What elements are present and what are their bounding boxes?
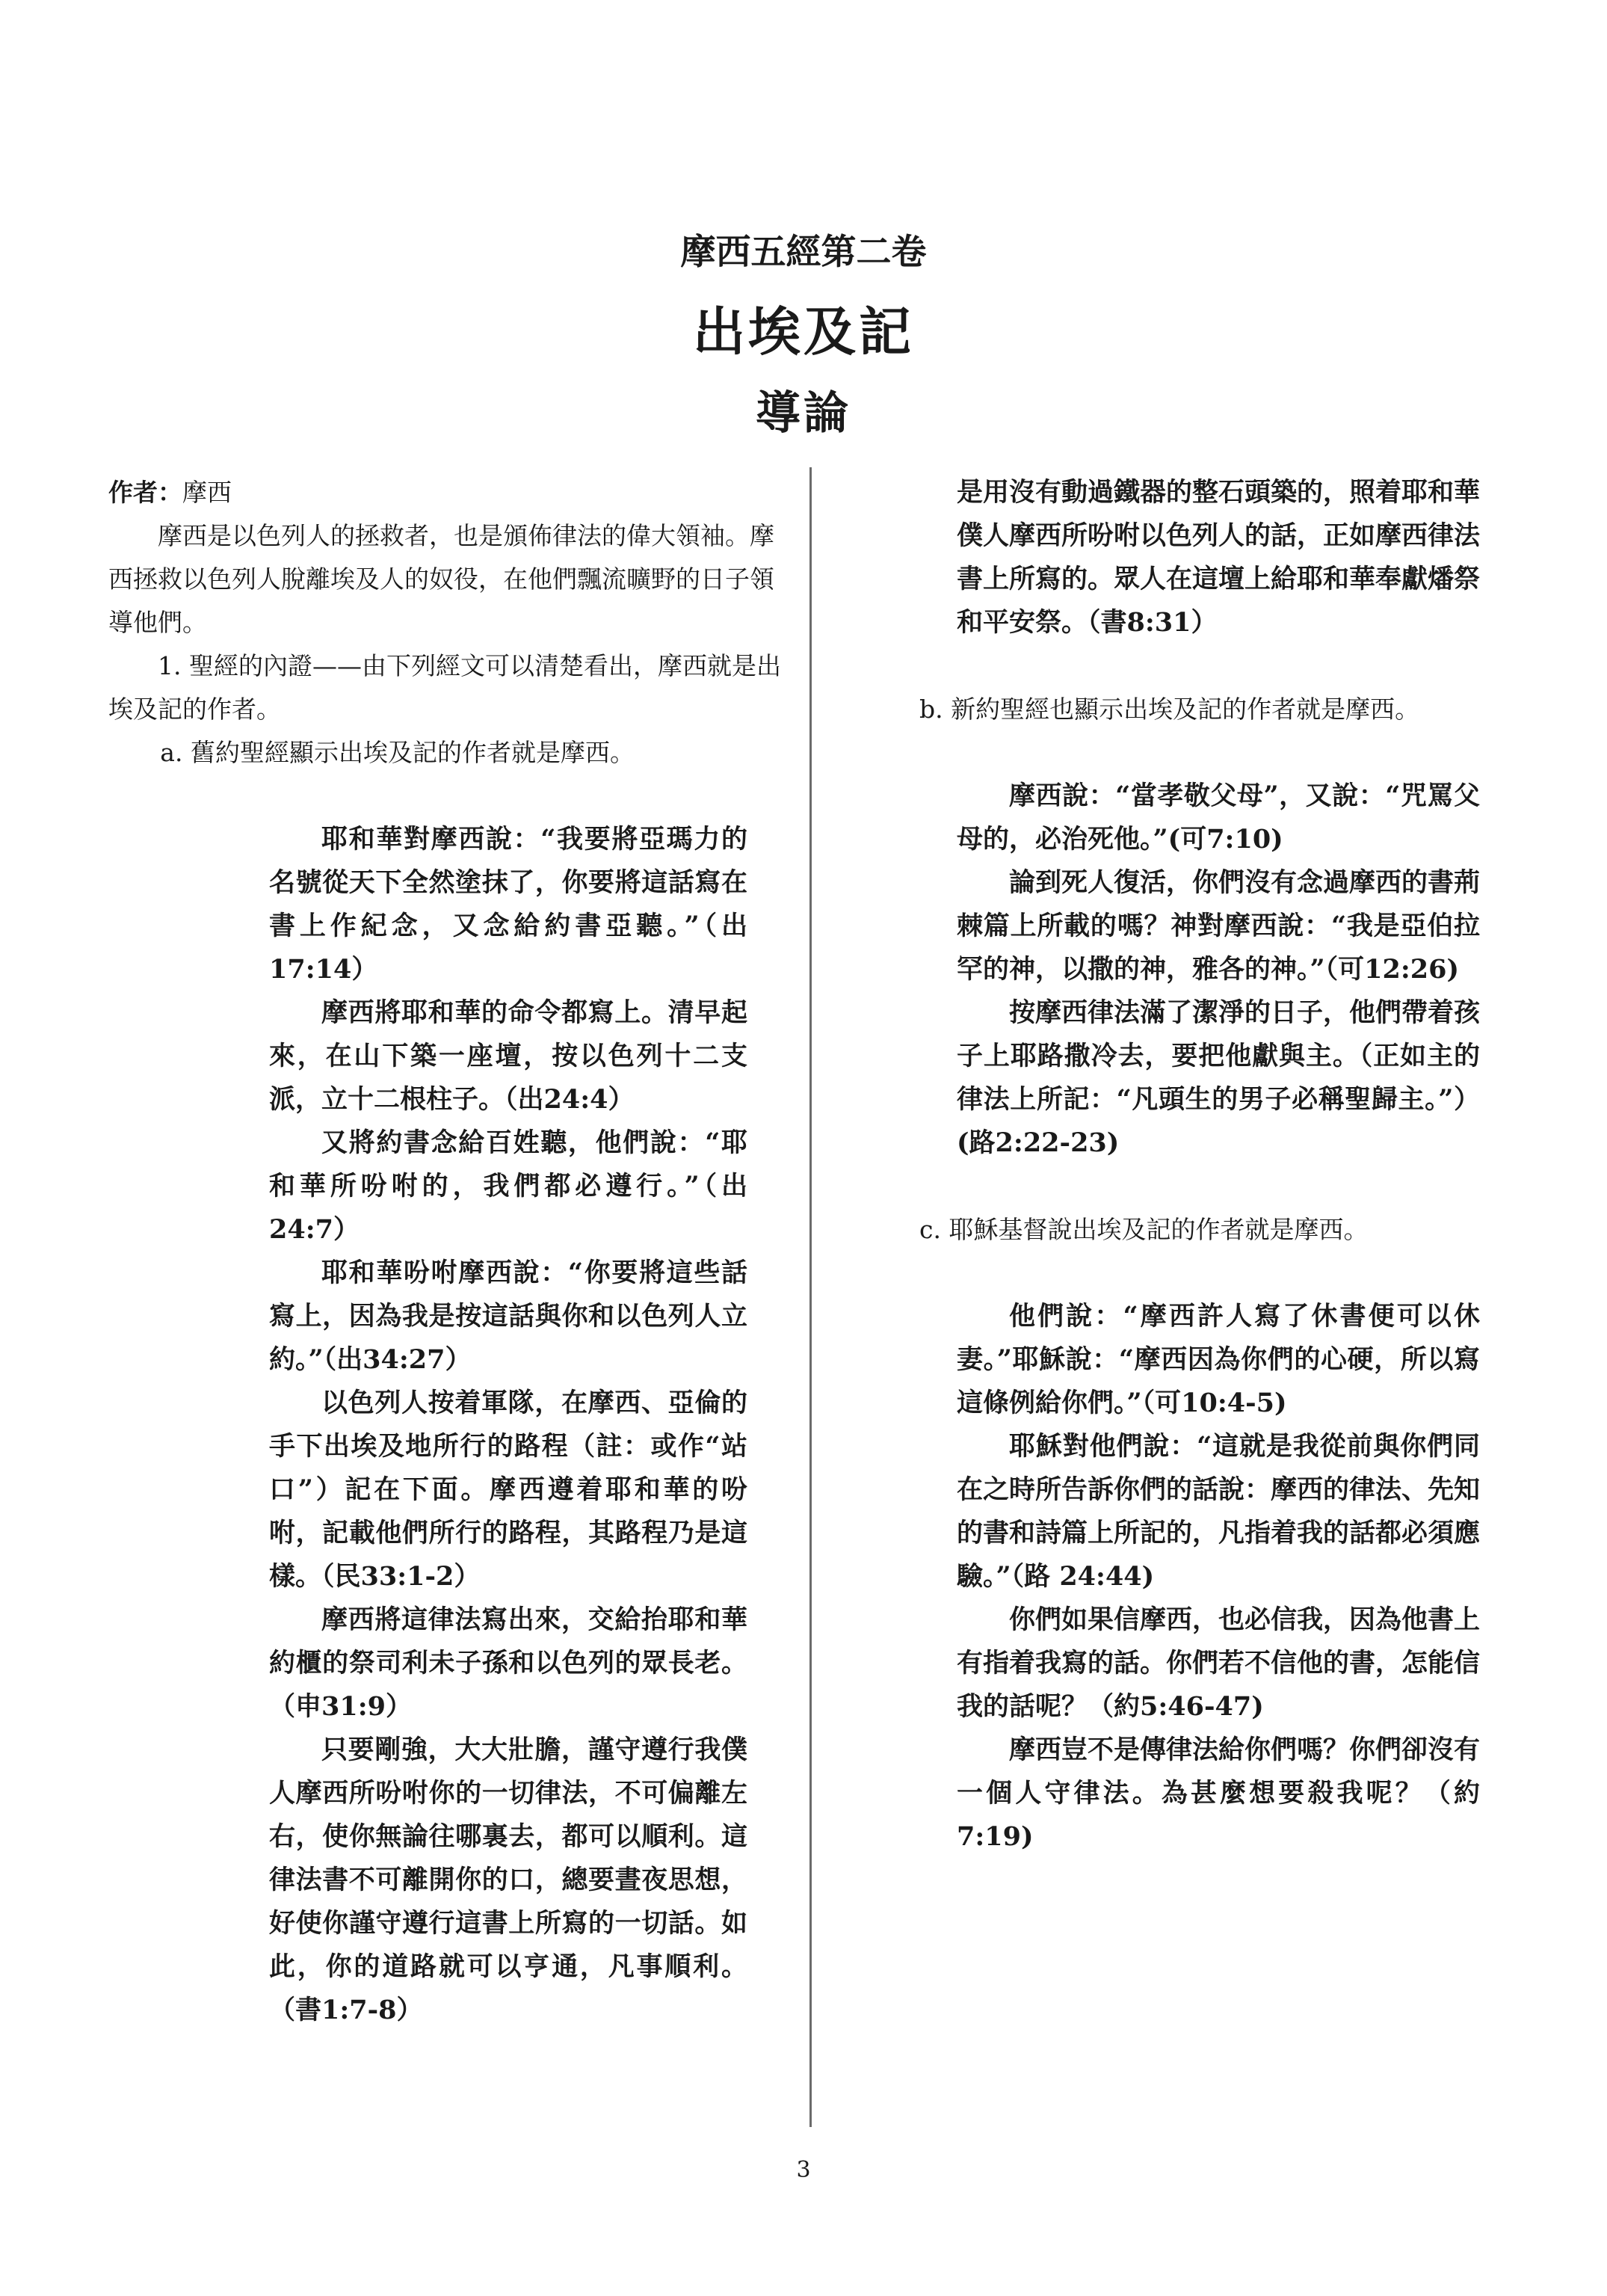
- sub-point-a: a. 舊約聖經顯示出埃及記的作者就是摩西。: [160, 738, 635, 767]
- intro-paragraph: 摩西是以色列人的拯救者，也是頒佈律法的偉大領袖。摩西拯救以色列人脫離埃及人的奴役，在他們飄流曠野的日子領導他們。: [108, 521, 774, 637]
- left-column: [108, 471, 787, 2032]
- point-1: 1. 聖經的內證——由下列經文可以清楚看出，摩西就是出埃及記的作者。: [108, 651, 781, 724]
- sub-point-b: b. 新約聖經也顯示出埃及記的作者就是摩西。: [919, 695, 1420, 724]
- quote-paragraph: 論到死人復活，你們沒有念過摩西的書荊棘篇上所載的嗎？神對摩西說：“我是亞伯拉罕的神，以撒的神，雅各的神。”（可12:26): [957, 867, 1481, 985]
- quote-paragraph: 他們說：“摩西許人寫了休書便可以休妻。”耶穌說：“摩西因為你們的心硬，所以寫這條例給你們。”（可10:4-5): [957, 1301, 1480, 1418]
- column-divider: [809, 467, 812, 2127]
- quotes-old-testament: [269, 818, 747, 2032]
- book-title: 出埃及記: [693, 301, 914, 363]
- spacer: [919, 1165, 1540, 1208]
- quote-paragraph: 摩西將耶和華的命令都寫上。清早起來，在山下築一座壇，按以色列十二支派，立十二根柱子。（出24:4）: [269, 997, 747, 1115]
- author-name: 摩西: [182, 478, 232, 507]
- quote-paragraph: 摩西豈不是傳律法給你們嗎？你們卻沒有一個人守律法。為甚麼想要殺我呢？（約7:19): [957, 1735, 1481, 1852]
- quote-paragraph: 以色列人按着軍隊，在摩西、亞倫的手下出埃及地所行的路程（註：或作“站口”）記在下面。摩西遵着耶和華的吩咐，記載他們所行的路程，其路程乃是這樣。（民33:1-2）: [269, 1388, 747, 1592]
- spacer: [919, 731, 1540, 775]
- quote-paragraph: 摩西將這律法寫出來，交給抬耶和華約櫃的祭司利未子孫和以色列的眾長老。（申31:9）: [269, 1604, 747, 1722]
- sub-point-c: c. 耶穌基督說出埃及記的作者就是摩西。: [919, 1215, 1369, 1244]
- spacer: [919, 644, 1540, 688]
- spacer: [919, 1252, 1540, 1295]
- author-line: [108, 471, 787, 514]
- author-label: 作者：: [108, 478, 182, 507]
- quote-continuation-block: [957, 471, 1480, 644]
- right-column: [919, 471, 1540, 1859]
- quotes-jesus: [957, 1295, 1480, 1859]
- quote-paragraph: 摩西說：“當孝敬父母”，又說：“咒罵父母的，必治死他。”(可7:10): [957, 781, 1480, 855]
- quote-paragraph: 你們如果信摩西，也必信我，因為他書上有指着我寫的話。你們若不信他的書，怎能信我的話呢？（約5:46-47): [957, 1604, 1481, 1722]
- page-number: 3: [796, 2157, 811, 2183]
- quote-paragraph: 又將約書念給百姓聽，他們說：“耶和華所吩咐的，我們都必遵行。”（出24:7）: [269, 1127, 747, 1245]
- spacer: [108, 775, 787, 818]
- quote-paragraph: 只要剛強，大大壯膽，謹守遵行我僕人摩西所吩咐你的一切律法，不可偏離左右，使你無論往哪裏去，都可以順利。這律法書不可離開你的口，總要晝夜思想，好使你謹守遵行這書上所寫的一切話。如此，你的道路就可以亨通，凡事順利。（書1:7-8）: [269, 1735, 747, 2025]
- quote-continuation: 是用沒有動過鐵器的整石頭築的，照着耶和華僕人摩西所吩咐以色列人的話，正如摩西律法書上所寫的。眾人在這壇上給耶和華奉獻燔祭和平安祭。（書8:31）: [957, 477, 1481, 638]
- quote-paragraph: 按摩西律法滿了潔淨的日子，他們帶着孩子上耶路撒冷去，要把他獻與主。（正如主的律法上所記：“凡頭生的男子必稱聖歸主。”）(路2:22-23): [957, 997, 1481, 1158]
- quote-paragraph: 耶和華吩咐摩西說：“你要將這些話寫上，因為我是按這話與你和以色列人立約。”（出34:27）: [269, 1258, 747, 1375]
- quote-paragraph: 耶穌對他們說：“這就是我從前與你們同在之時所告訴你們的話說：摩西的律法、先知的書和詩篇上所記的，凡指着我的話都必須應驗。”（路 24:44): [957, 1431, 1481, 1592]
- quote-paragraph: 耶和華對摩西說：“我要將亞瑪力的名號從天下全然塗抹了，你要將這話寫在書上作紀念，又念給約書亞聽。”（出17:14）: [269, 824, 747, 985]
- section-title: 導論: [756, 387, 851, 440]
- series-title: 摩西五經第二卷: [680, 232, 927, 273]
- quotes-new-testament: [957, 775, 1480, 1165]
